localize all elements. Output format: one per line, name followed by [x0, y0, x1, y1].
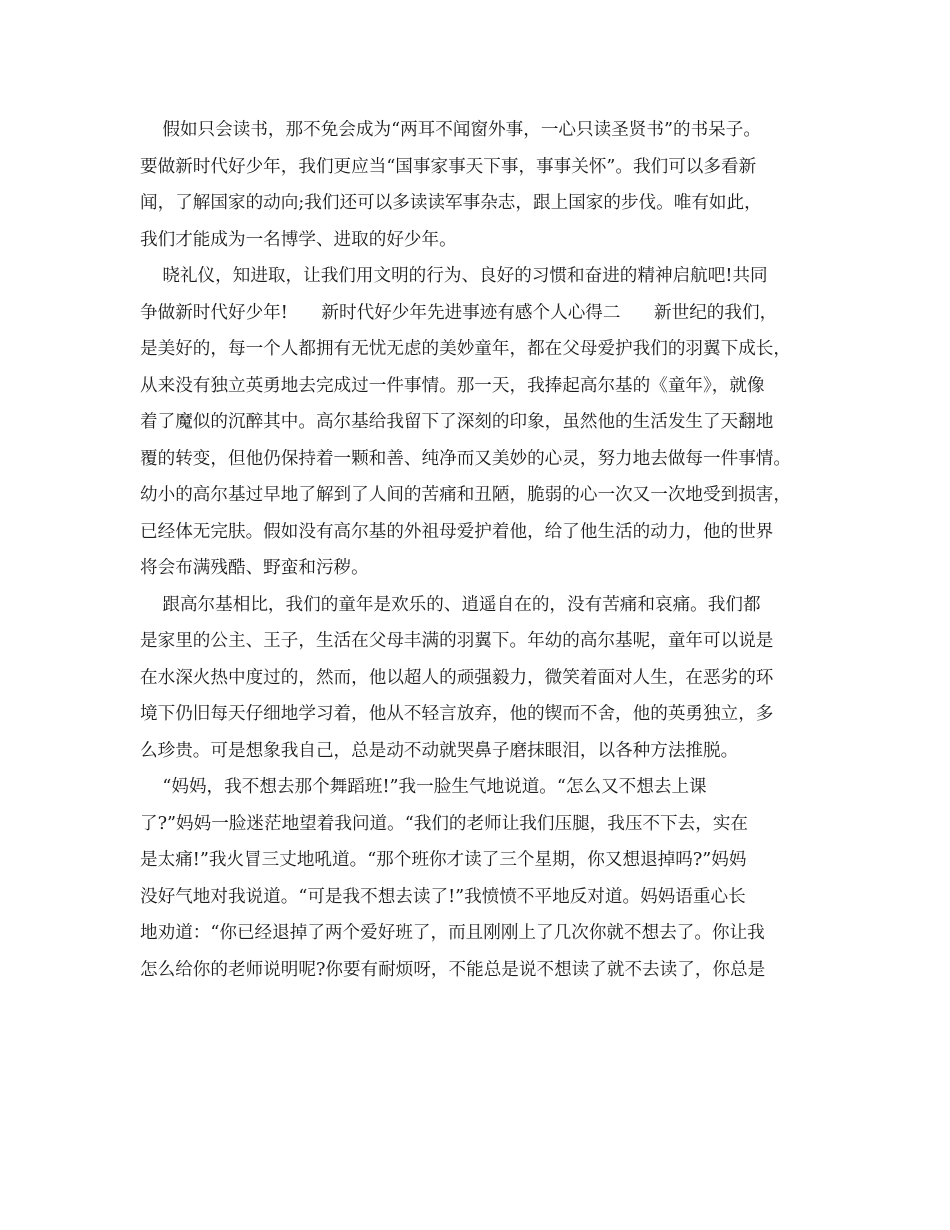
text-line: 闻，了解国家的动向;我们还可以多读读军事杂志，跟上国家的步伐。唯有如此， — [140, 193, 762, 213]
text-line: 覆的转变，但他仍保持着一颗和善、纯净而又美妙的心灵，努力地去做每一件事情。 — [140, 448, 791, 469]
text-line: 跟高尔基相比，我们的童年是欢乐的、逍遥自在的，没有苦痛和哀痛。我们都 — [140, 594, 761, 615]
body-text — [140, 112, 840, 988]
text-line: 从来没有独立英勇地去完成过一件事情。那一天，我捧起高尔基的《童年》，就像 — [140, 375, 765, 396]
text-line: 怎么给你的老师说明呢?你要有耐烦呀，不能总是说不想读了就不去读了，你总是 — [140, 959, 766, 980]
text-line: 幼小的高尔基过早地了解到了人间的苦痛和丑陋，脆弱的心一次又一次地受到损害， — [140, 485, 791, 505]
text-line: 已经体无完肤。假如没有高尔基的外祖母爱护着他，给了他生活的动力，他的世界 — [140, 521, 774, 542]
text-line: 地劝道：“你已经退掉了两个爱好班了，而且刚刚上了几次你就不想去了。你让我 — [140, 923, 765, 943]
text-line: “妈妈，我不想去那个舞蹈班!”我一脸生气地说道。“怎么又不想去上课 — [140, 777, 707, 797]
text-line: 境下仍旧每天仔细地学习着，他从不轻言放弃，他的锲而不舍，他的英勇独立，多 — [140, 704, 774, 724]
text-line: 将会布满残酷、野蛮和污秽。 — [140, 558, 369, 578]
text-line: 着了魔似的沉醉其中。高尔基给我留下了深刻的印象，虽然他的生活发生了天翻地 — [140, 412, 774, 432]
text-line: 争做新时代好少年! 新时代好少年先进事迹有感个人心得二 新世纪的我们， — [140, 302, 778, 323]
text-line: 没好气地对我说道。“可是我不想去读了!”我愤愤不平地反对道。妈妈语重心长 — [140, 886, 746, 907]
text-line: 晓礼仪，知进取，让我们用文明的行为、良好的习惯和奋进的精神启航吧!共同 — [140, 266, 768, 286]
text-line: 了?”妈妈一脸迷茫地望着我问道。“我们的老师让我们压腿，我压不下去，实在 — [140, 813, 749, 834]
text-line: 我们才能成为一名博学、进取的好少年。 — [140, 229, 457, 250]
text-line: 是太痛!”我火冒三丈地吼道。“那个班你才读了三个星期，你又想退掉吗?”妈妈 — [140, 850, 747, 870]
text-line: 是美好的，每一个人都拥有无忧无虑的美妙童年，都在父母爱护我们的羽翼下成长， — [140, 339, 791, 359]
text-line: 假如只会读书，那不免会成为“两耳不闻窗外事，一心只读圣贤书”的书呆子。 — [140, 120, 761, 140]
text-line: 在水深火热中度过的，然而，他以超人的顽强毅力，微笑着面对人生，在恶劣的环 — [140, 667, 774, 688]
text-line: 要做新时代好少年，我们更应当“国事家事天下事，事事关怀”。我们可以多看新 — [140, 156, 757, 177]
text-line: 是家里的公主、王子，生活在父母丰满的羽翼下。年幼的高尔基呢，童年可以说是 — [140, 631, 774, 651]
text-line: 么珍贵。可是想象我自己，总是动不动就哭鼻子磨抹眼泪，以各种方法推脱。 — [140, 740, 739, 761]
